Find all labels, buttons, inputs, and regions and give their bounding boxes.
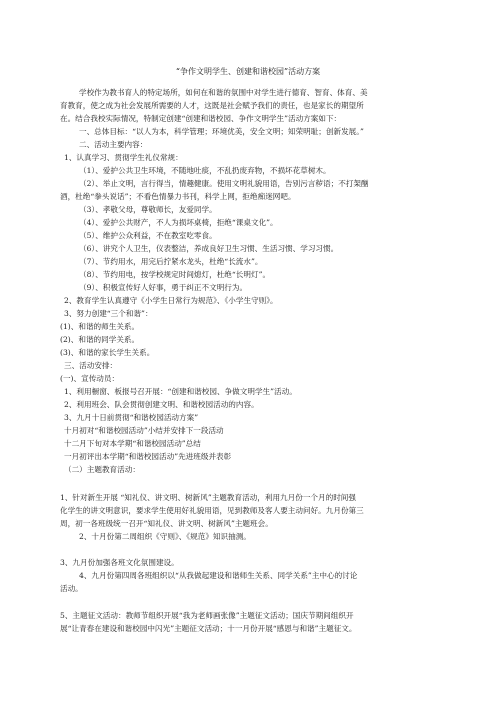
section-heading-content: 二、活动主要内容：	[79, 140, 148, 149]
theme-paragraph-line: 5、主题征文活动：教师节组织开展“我为老师画张像”主题征文活动；国庆节期间组织开	[60, 611, 354, 620]
list-item: （8）、节约用电，按学校规定时间熄灯，杜绝“长明灯”。	[79, 270, 271, 279]
list-item-continuation: 酒，杜绝“拳头说话”；不看色情暴力书刊，科学上网，拒绝痴迷网吧。	[60, 192, 296, 201]
theme-paragraph-line: 展“让青春在建设和谐校园中闪光”主题征文活动；十一月份开展“感恩与和谐”主题征文。	[60, 624, 357, 633]
subsection-heading: (一)、宣传动员：	[60, 374, 120, 383]
list-item: （4）、爱护公共财产，不人为损坏桌椅，拒绝“课桌文化”。	[79, 218, 278, 227]
theme-paragraph-line: 活动。	[60, 584, 83, 593]
schedule-line: 十月初对“和谐校园活动”小结并安排下一段活动	[64, 426, 224, 435]
intro-line-2: 育教育，使之成为社会发展所需要的人才，这既是社会赋予我们的责任，也是家长的期望所	[60, 101, 364, 110]
theme-paragraph-line: 3、九月份加强各班文化氛围建设。	[60, 558, 179, 567]
schedule-line: 十二月下旬对本学期“和谐校园活动”总结	[64, 439, 201, 448]
schedule-line: 一月初评出本学期“和谐校园活动”先进班级并表彰	[64, 452, 232, 461]
list-item: （9）、积极宣传好人好事，勇于纠正不文明行为。	[79, 283, 248, 292]
list-item: （3）、孝敬父母，尊敬师长，友爱同学。	[79, 205, 217, 214]
theme-paragraph-line: 周，初一各班级统一召开“知礼仪、讲文明、树新风”主题班会。	[60, 519, 273, 528]
theme-paragraph-line: 2、十月份第二周组织《守则》、《规范》知识抽测。	[79, 532, 251, 541]
list-item: （7）、节约用水，用完后拧紧水龙头，杜绝“长流水”。	[79, 257, 263, 266]
theme-paragraph-line: 4、九月份第四周各班组织以“从我做起建设和谐师生关系、同学关系”主中心的讨论	[79, 571, 358, 580]
section-heading-schedule: 三、活动安排：	[64, 361, 118, 370]
intro-line-1: 学校作为教书育人的特定场所，如何在和谐的氛围中对学生进行德育、智育、体育、美	[79, 88, 368, 97]
list-item: (1)、和谐的师生关系。	[60, 322, 140, 331]
list-item: 3、九月十日前贯彻“和谐校园活动方案”	[64, 413, 199, 422]
theme-paragraph-line: 化学生的讲文明意识，要求学生使用好礼貌用语，见到教师及客人要主动问好。九月份第三	[60, 506, 364, 515]
item-2: 2、教育学生认真遵守《小学生日常行为规范》、《小学生守则》。	[64, 296, 278, 305]
item-3-heading: 3、努力创建“三个和谐”：	[64, 309, 153, 318]
list-item: 1、利用橱窗、板报号召开展：“创建和谐校园、争做文明学生”活动。	[64, 387, 297, 396]
list-item: （5）、维护公众利益，不在教室吃零食。	[79, 231, 217, 240]
list-item: (2)、和谐的同学关系。	[60, 335, 140, 344]
intro-line-3: 在。结合我校实际情况，特制定创建“创建和谐校园、争作文明学生”活动方案如下：	[60, 114, 342, 123]
list-item: (3)、和谐的家长学生关系。	[60, 348, 155, 357]
document-title: “争作文明学生、创建和谐校园”活动方案	[175, 67, 321, 76]
list-item: （6）、讲究个人卫生，仪表整洁，养成良好卫生习惯、生活习惯、学习习惯。	[79, 244, 339, 253]
list-item: （1）、爱护公共卫生环境，不随地吐痰，不乱扔废弃物，不损坏花草树木。	[79, 166, 331, 175]
subsection-heading: （二）主题教育活动：	[64, 465, 140, 474]
theme-paragraph-line: 1、针对新生开展 “知礼仪、讲文明、树新风”主题教育活动，利用九月份一个月的时间强	[60, 493, 356, 502]
item-1-heading: 1、认真学习、贯彻学生礼仪常规：	[64, 153, 183, 162]
list-item: （2）、举止文明，言行得当，情趣健康。使用文明礼貌用语，告别污言秽语；不打架酗	[79, 179, 369, 188]
section-heading-goal: 一、总体目标：“以人为本，科学管理；环境优美，安全文明；知荣明耻；创新发展。”	[79, 127, 364, 136]
list-item: 2、利用班会、队会贯彻创建文明、和谐校园活动的内容。	[64, 400, 259, 409]
